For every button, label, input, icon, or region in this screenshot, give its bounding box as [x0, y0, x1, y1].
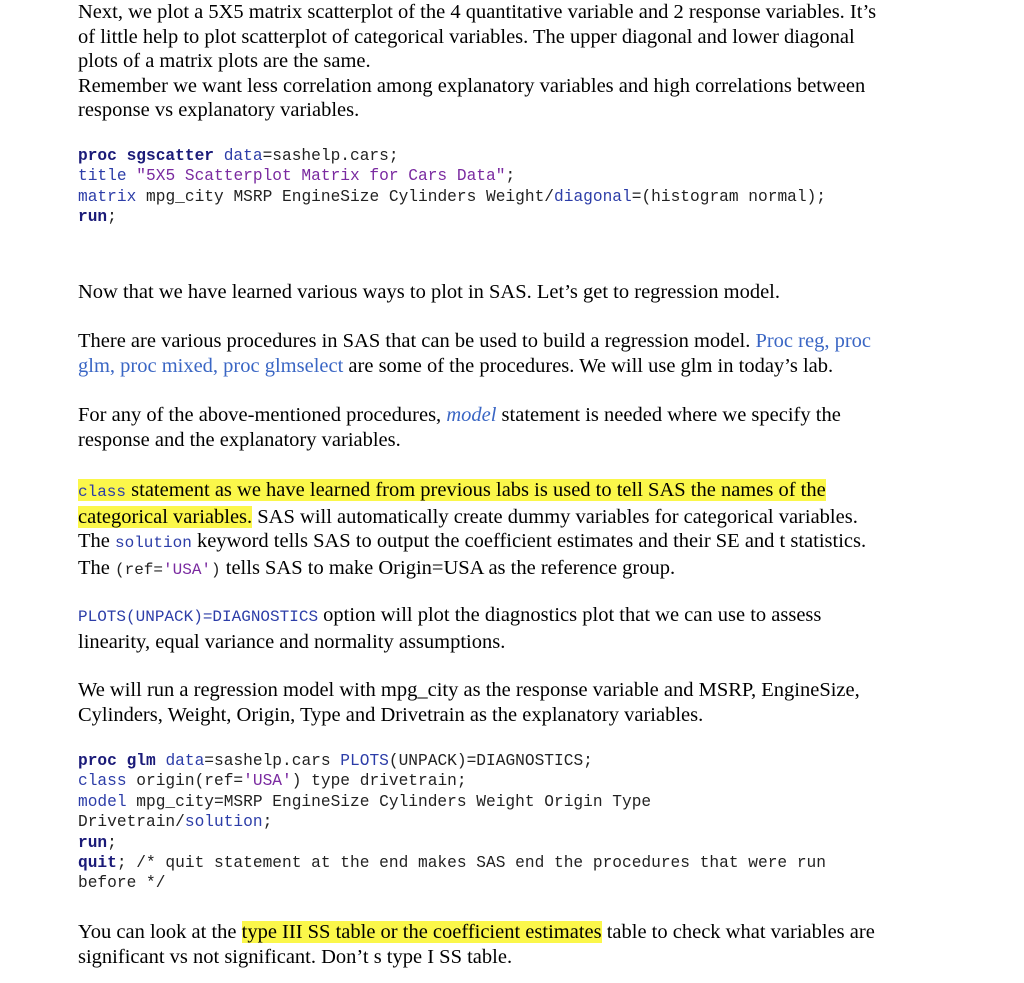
text-line: plots of a matrix plots are the same.	[78, 50, 371, 72]
procedures-highlight: Proc reg, proc	[755, 330, 872, 352]
text-line	[78, 354, 958, 379]
text-line: of little help to plot scatterplot of categorical variables. The upper diagonal and lower diagonal	[78, 25, 855, 48]
text-line	[78, 329, 958, 354]
code-keyword: title	[78, 167, 127, 186]
code-line	[78, 166, 826, 186]
code-option: data	[165, 752, 205, 770]
text-line: response and the explanatory variables.	[78, 428, 401, 451]
code-option: data	[223, 147, 263, 165]
code-text: origin(ref=	[126, 772, 244, 791]
code-string: "5X5 Scatterplot Matrix for Cars Data"	[136, 167, 506, 186]
code-keyword: matrix	[78, 187, 137, 206]
text-run: are some of the procedures. We will use glm in today’s lab.	[343, 354, 834, 377]
procedures-paragraph	[78, 329, 958, 378]
text-line	[78, 505, 958, 530]
text-line	[78, 529, 958, 556]
code-line	[78, 873, 826, 893]
code-text: ;	[107, 833, 117, 852]
code-line	[78, 812, 826, 832]
code-keyword: class	[78, 772, 127, 791]
code-comment: ; /* quit statement at the end makes SAS end the procedures that were run	[116, 854, 826, 873]
text-line: significant vs not significant. Don’t s type I SS table.	[78, 945, 513, 968]
model-statement-paragraph	[78, 403, 958, 452]
code-text: =(histogram normal);	[631, 187, 827, 206]
plots-keyword: PLOTS(UNPACK)=DIAGNOSTICS	[78, 608, 319, 626]
code-option: solution	[184, 813, 263, 832]
code-text: =sashelp.cars;	[262, 147, 399, 165]
sgscatter-code-block	[78, 146, 826, 228]
code-text: mpg_city=MSRP EngineSize Cylinders Weight Origin Type	[126, 792, 652, 811]
text-line: linearity, equal variance and normality assumptions.	[78, 630, 506, 653]
code-keyword: model	[78, 792, 127, 811]
code-keyword: run	[78, 208, 108, 227]
code-line	[78, 853, 826, 873]
code-text: mpg_city MSRP EngineSize Cylinders Weight/	[146, 187, 555, 206]
code-string: 'USA'	[163, 560, 212, 579]
code-text: (UNPACK)=DIAGNOSTICS;	[388, 752, 593, 770]
code-string: 'USA'	[243, 772, 292, 791]
text-run: statement is needed where we specify the	[496, 404, 841, 426]
text-run: SAS will automatically create dummy variables for categorical variables.	[252, 505, 858, 528]
highlighted-text: type III SS table or the coefficient estimates	[241, 921, 602, 943]
intro-paragraph	[78, 0, 958, 123]
glm-code-block	[78, 751, 826, 894]
code-keyword: proc glm	[78, 752, 156, 770]
code-line	[78, 146, 826, 166]
text-line: We will run a regression model with mpg_city as the response variable and MSRP, EngineSize,	[78, 679, 860, 701]
code-keyword: run	[78, 833, 108, 852]
class-statement-paragraph	[78, 478, 958, 582]
procedures-highlight: glm, proc mixed, proc glmselect	[78, 354, 344, 377]
text-run: The	[78, 556, 115, 579]
plot-summary-paragraph: Now that we have learned various ways to plot in SAS. Let’s get to regression model.	[78, 281, 780, 303]
code-text: )	[211, 560, 221, 579]
type3-ss-paragraph	[78, 920, 958, 969]
code-line	[78, 187, 826, 207]
text-run: statement as we have learned from previous labs is used to tell SAS the names of the	[126, 479, 826, 501]
code-line	[78, 207, 826, 227]
code-option: diagonal	[554, 187, 632, 206]
code-text: ;	[505, 167, 516, 186]
ref-option	[115, 561, 221, 579]
code-line	[78, 833, 826, 853]
text-run: keyword tells SAS to output the coefficient estimates and their SE and t statistics.	[191, 530, 867, 552]
solution-keyword: solution	[115, 534, 192, 552]
code-text: Drivetrain/	[78, 813, 185, 832]
code-comment: before */	[78, 874, 166, 893]
text-line: Next, we plot a 5X5 matrix scatterplot of the 4 quantitative variable and 2 response variables. It’s	[78, 1, 877, 23]
plots-option-paragraph	[78, 603, 958, 654]
text-line	[78, 403, 958, 428]
text-run: tells SAS to make Origin=USA as the reference group.	[220, 556, 676, 579]
code-text: (ref=	[115, 560, 164, 579]
regression-model-paragraph	[78, 678, 958, 727]
code-text: =sashelp.cars	[204, 752, 341, 770]
text-line: Cylinders, Weight, Origin, Type and Drivetrain as the explanatory variables.	[78, 703, 704, 726]
text-line: Remember we want less correlation among explanatory variables and high correlations between	[78, 74, 866, 97]
code-line	[78, 751, 826, 771]
highlighted-text: categorical variables.	[78, 505, 253, 528]
code-text: ) type drivetrain;	[291, 772, 467, 791]
text-line	[78, 478, 958, 505]
model-keyword: model	[446, 404, 497, 426]
code-line	[78, 792, 826, 812]
class-keyword: class	[78, 483, 127, 501]
text-line: response vs explanatory variables.	[78, 99, 360, 121]
code-text: ;	[262, 813, 273, 832]
text-run: There are various procedures in SAS that can be used to build a regression model.	[78, 330, 756, 352]
code-option: PLOTS	[340, 752, 389, 770]
text-run: The	[78, 530, 115, 552]
text-run: option will plot the diagnostics plot that we can use to assess	[318, 604, 822, 626]
text-run: table to check what variables are	[601, 921, 875, 943]
code-keyword: quit	[78, 854, 117, 873]
code-keyword: proc sgscatter	[78, 147, 214, 165]
text-line	[78, 920, 958, 945]
code-text: ;	[107, 208, 117, 227]
text-line	[78, 556, 958, 583]
text-run: You can look at the	[78, 921, 242, 943]
code-line	[78, 771, 826, 791]
highlighted-text	[78, 479, 826, 501]
text-run: For any of the above-mentioned procedures,	[78, 404, 447, 426]
text-line	[78, 603, 958, 630]
